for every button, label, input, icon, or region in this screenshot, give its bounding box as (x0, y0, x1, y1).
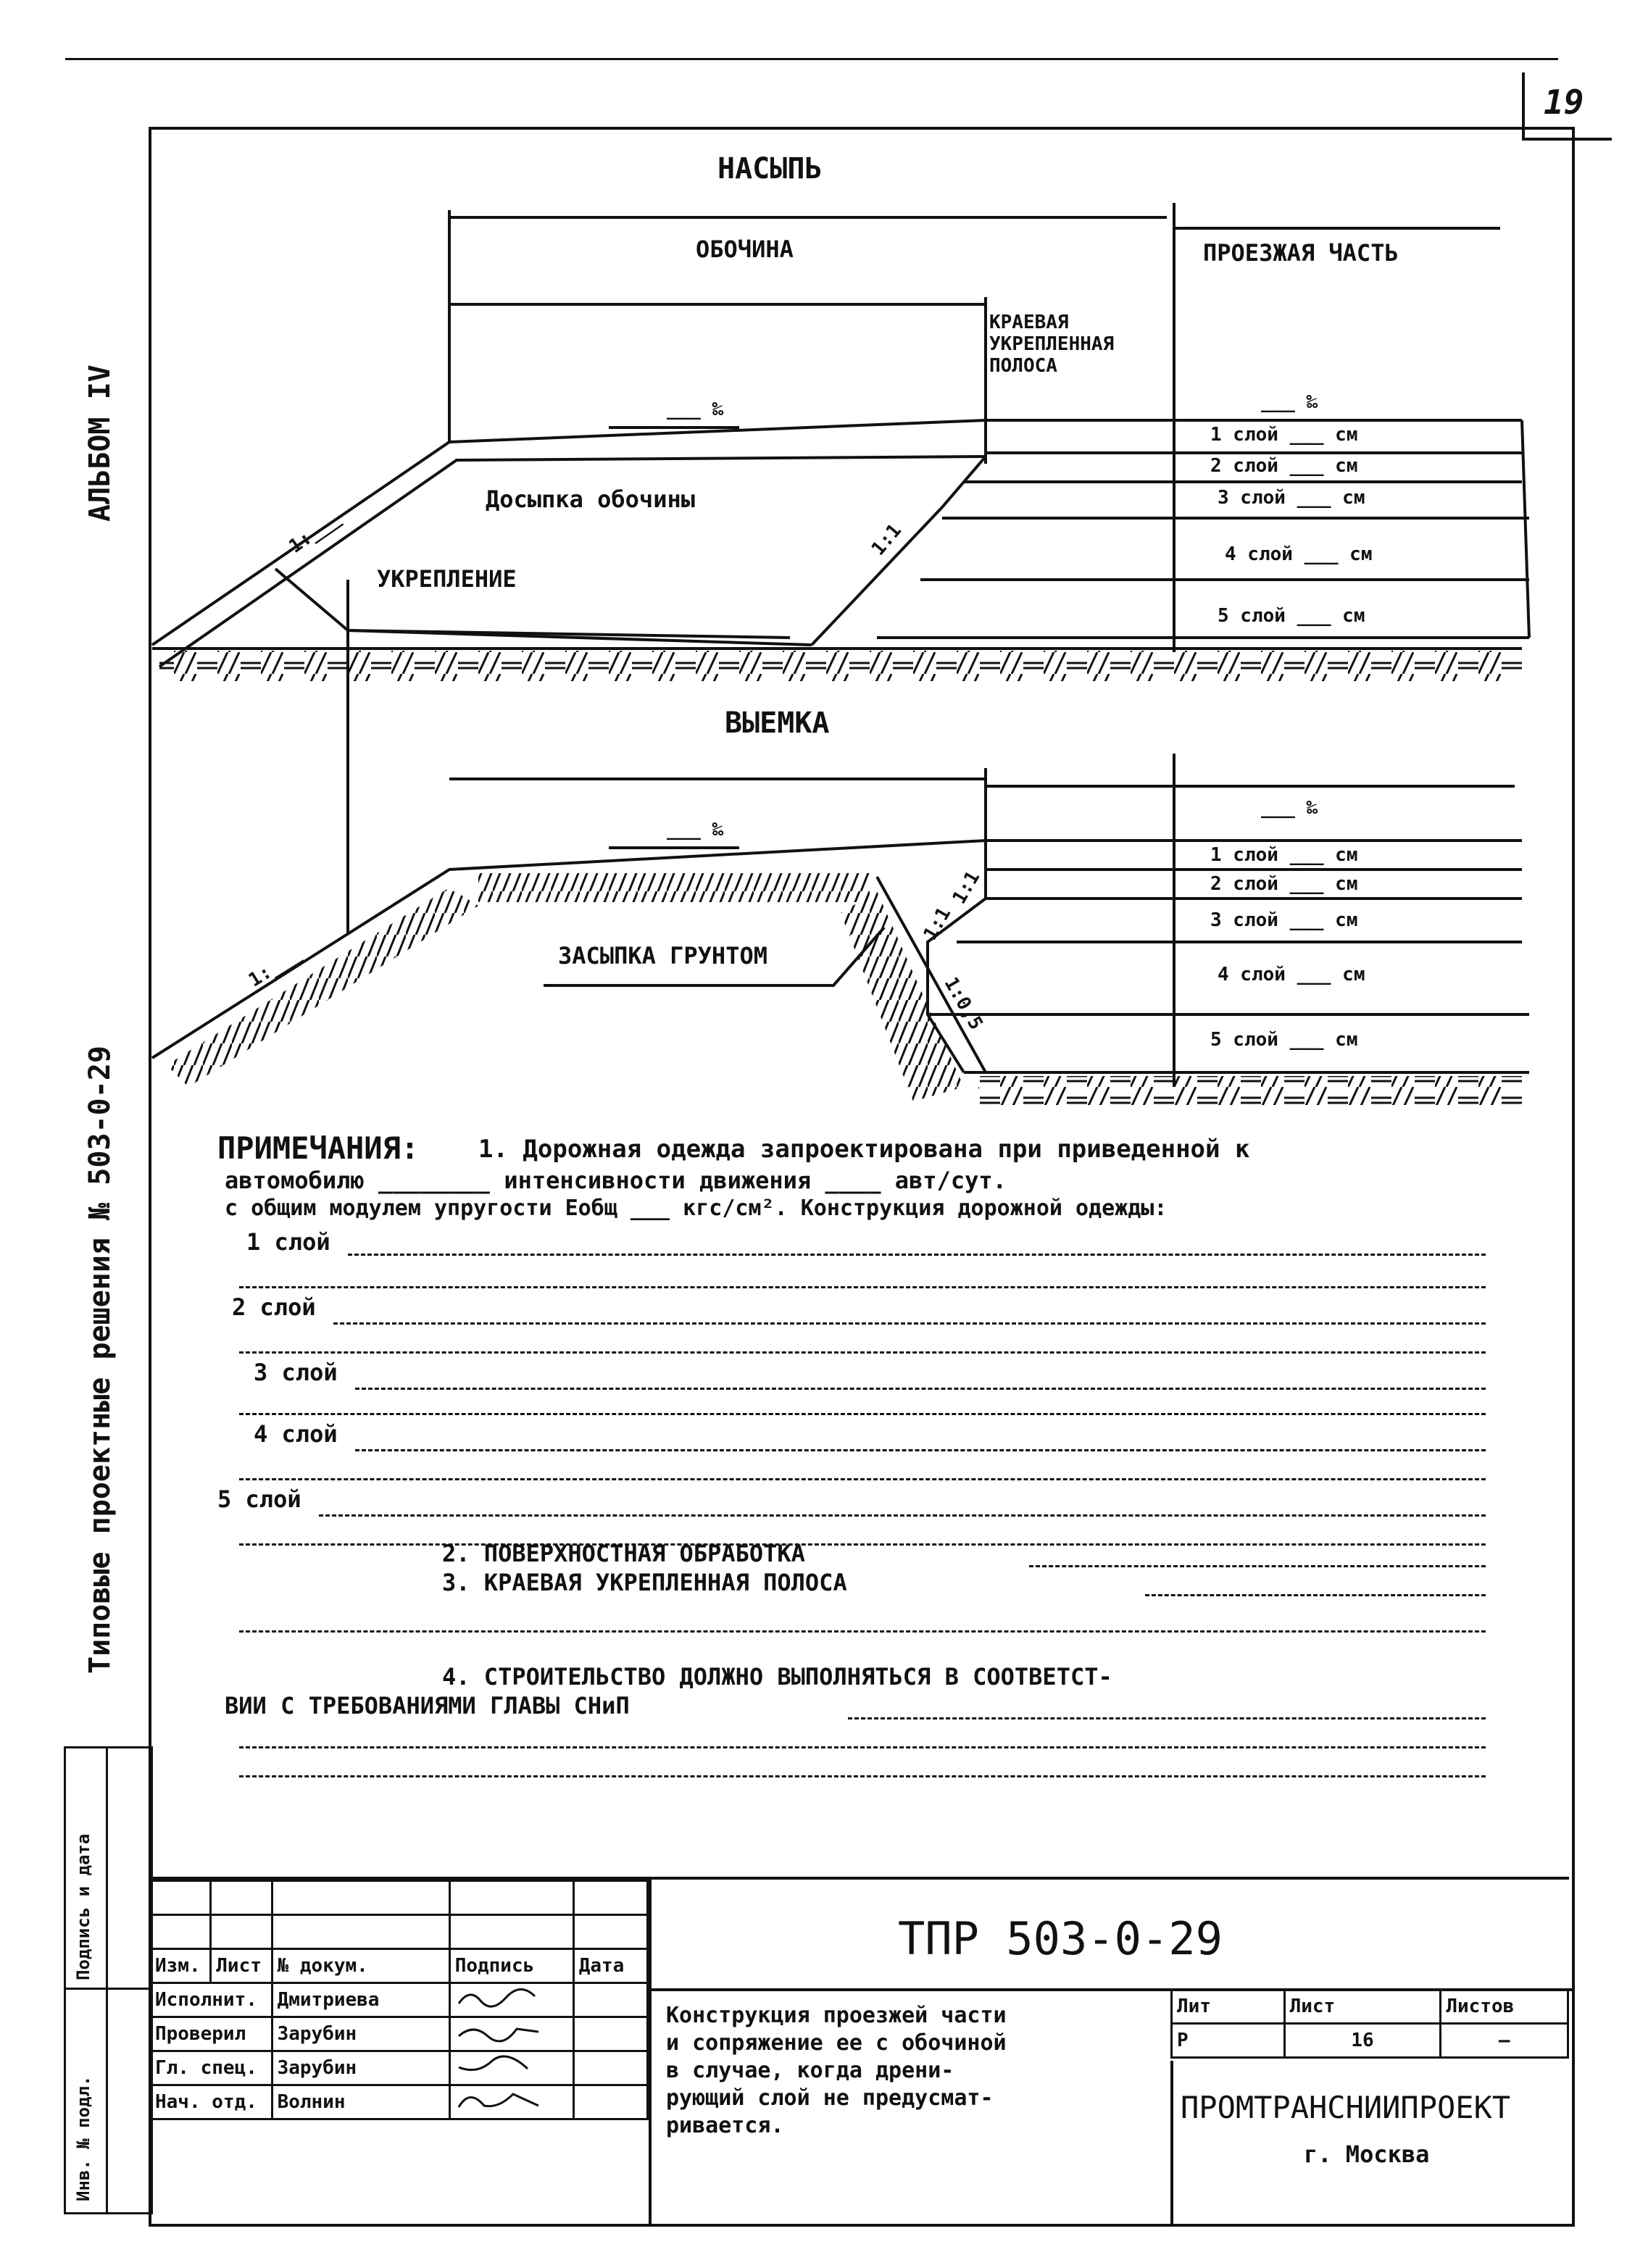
stamp-signature-label: Подпись и дата (73, 1833, 93, 1980)
sheet-label: Лист (1284, 1990, 1441, 2024)
organization-cell (1170, 2061, 1572, 2224)
note-1-line-3: с общим модулем упругости Еобщ ___ кгс/см². Конструкция дорожной одежды: (225, 1196, 1168, 1221)
notes-heading: ПРИМЕЧАНИЯ: (217, 1130, 420, 1166)
signature-table (149, 1880, 649, 2120)
note-layer-4: 4 слой (254, 1420, 338, 1448)
cut-layer-4: 4 слой ___ см (1218, 964, 1365, 985)
page-number: 19 (1544, 83, 1584, 122)
carriageway-label: ПРОЕЗЖАЯ ЧАСТЬ (1203, 239, 1399, 267)
cut-slope-left: 1:___ (244, 943, 305, 992)
cut-title: ВЫЕМКА (725, 706, 830, 740)
signature-2 (449, 2017, 573, 2051)
note-1-line-2: автомобилю ________ интенсивности движения ____ авт/сут. (225, 1167, 1007, 1194)
edge-strip-label: КРАЕВАЯ УКРЕПЛЕННАЯ ПОЛОСА (989, 312, 1115, 377)
title-block (149, 1877, 1569, 2224)
stamp-inv-label: Инв. № подл. (73, 2075, 93, 2201)
lit-value: Р (1172, 2024, 1285, 2058)
sheet-value: 16 (1284, 2024, 1441, 2058)
col-header-date: Дата (573, 1949, 647, 1983)
shoulder-fill-label: Досыпка обочины (486, 485, 695, 513)
name-2: Зарубин (272, 2017, 449, 2051)
series-label: Типовые проектные решения № 503-0-29 (83, 1046, 117, 1674)
shoulder-label: ОБОЧИНА (696, 235, 794, 263)
role-1: Исполнит. (150, 1983, 272, 2017)
col-header-sheet: Лист (211, 1949, 272, 1983)
note-layer-2: 2 слой (232, 1293, 316, 1321)
cut-layer-5: 5 слой ___ см (1210, 1029, 1358, 1051)
cut-slope-a: 1:1 (948, 867, 985, 908)
drawing-code-cell (649, 1880, 1572, 1991)
embankment-title: НАСЫПЬ (717, 152, 823, 185)
cut-shoulder-slope: ___ ‰ (667, 819, 724, 841)
embankment-layer-1: 1 слой ___ см (1210, 424, 1358, 446)
note-layer-1: 1 слой (246, 1228, 330, 1256)
drawing-code: ТПР 503-0-29 (898, 1912, 1223, 1965)
organization-city: г. Москва (1304, 2140, 1430, 2168)
role-3: Гл. спец. (150, 2051, 272, 2085)
role-2: Проверил (150, 2017, 272, 2051)
embankment-layer-5: 5 слой ___ см (1218, 605, 1365, 627)
note-2: 2. ПОВЕРХНОСТНАЯ ОБРАБОТКА (442, 1540, 805, 1567)
notes-section (217, 1130, 1536, 1783)
lit-label: Лит (1172, 1990, 1285, 2024)
note-4-line-2: ВИИ С ТРЕБОВАНИЯМИ ГЛАВЫ СНиП (225, 1692, 630, 1719)
cut-layer-3: 3 слой ___ см (1210, 909, 1358, 931)
name-4: Волнин (272, 2085, 449, 2119)
note-4-line-1: 4. СТРОИТЕЛЬСТВО ДОЛЖНО ВЫПОЛНЯТЬСЯ В СООТВЕТСТ- (442, 1663, 1112, 1690)
cut-slope-c: 1:0,5 (939, 973, 987, 1034)
description-line-5: ривается. (666, 2113, 784, 2138)
embankment-layer-4: 4 слой ___ см (1225, 543, 1373, 565)
note-1-line-1: 1. Дорожная одежда запроектирована при приведенной к (478, 1135, 1250, 1164)
note-3: 3. КРАЕВАЯ УКРЕПЛЕННАЯ ПОЛОСА (442, 1569, 847, 1596)
note-layer-3: 3 слой (254, 1359, 338, 1386)
organization-name: ПРОМТРАНСНИИПРОЕКТ (1181, 2090, 1511, 2125)
name-3: Зарубин (272, 2051, 449, 2085)
embankment-slope-mid: 1:1 (867, 520, 907, 560)
signature-4 (449, 2085, 573, 2119)
sheets-value: — (1441, 2024, 1568, 2058)
embankment-carriageway-slope: ___ ‰ (1261, 391, 1318, 413)
reinforcement-label: УКРЕПЛЕНИЕ (377, 565, 517, 593)
description-line-1: Конструкция проезжей части (666, 2003, 1007, 2028)
embankment-shoulder-slope: ___ ‰ (667, 399, 724, 420)
name-1: Дмитриева (272, 1983, 449, 2017)
description-line-4: рующий слой не предусмат- (666, 2085, 994, 2111)
sheet-info-table (1170, 1988, 1569, 2059)
cut-slope-b: 1:1 (919, 904, 956, 944)
embankment-layer-2: 2 слой ___ см (1210, 455, 1358, 477)
cut-carriageway-slope: ___ ‰ (1261, 797, 1318, 819)
col-header-signature: Подпись (449, 1949, 573, 1983)
cut-layer-1: 1 слой ___ см (1210, 844, 1358, 866)
signature-1 (449, 1983, 573, 2017)
description-line-3: в случае, когда дрени- (666, 2058, 954, 2083)
description-line-2: и сопряжение ее с обочиной (666, 2030, 1007, 2056)
sheets-label: Листов (1441, 1990, 1568, 2024)
note-layer-1-blank (348, 1254, 1486, 1256)
signature-3 (449, 2051, 573, 2085)
col-header-rev: Изм. (150, 1949, 211, 1983)
role-4: Нач. отд. (150, 2085, 272, 2119)
col-header-doc: № докум. (272, 1949, 449, 1983)
embankment-slope-left: 1:___ (285, 507, 344, 558)
album-label: АЛЬБОМ IV (83, 364, 117, 522)
note-layer-5: 5 слой (217, 1485, 301, 1513)
embankment-layer-3: 3 слой ___ см (1218, 487, 1365, 509)
description-cell (649, 1988, 1173, 2224)
backfill-label: ЗАСЫПКА ГРУНТОМ (558, 942, 767, 970)
cut-layer-2: 2 слой ___ см (1210, 873, 1358, 895)
